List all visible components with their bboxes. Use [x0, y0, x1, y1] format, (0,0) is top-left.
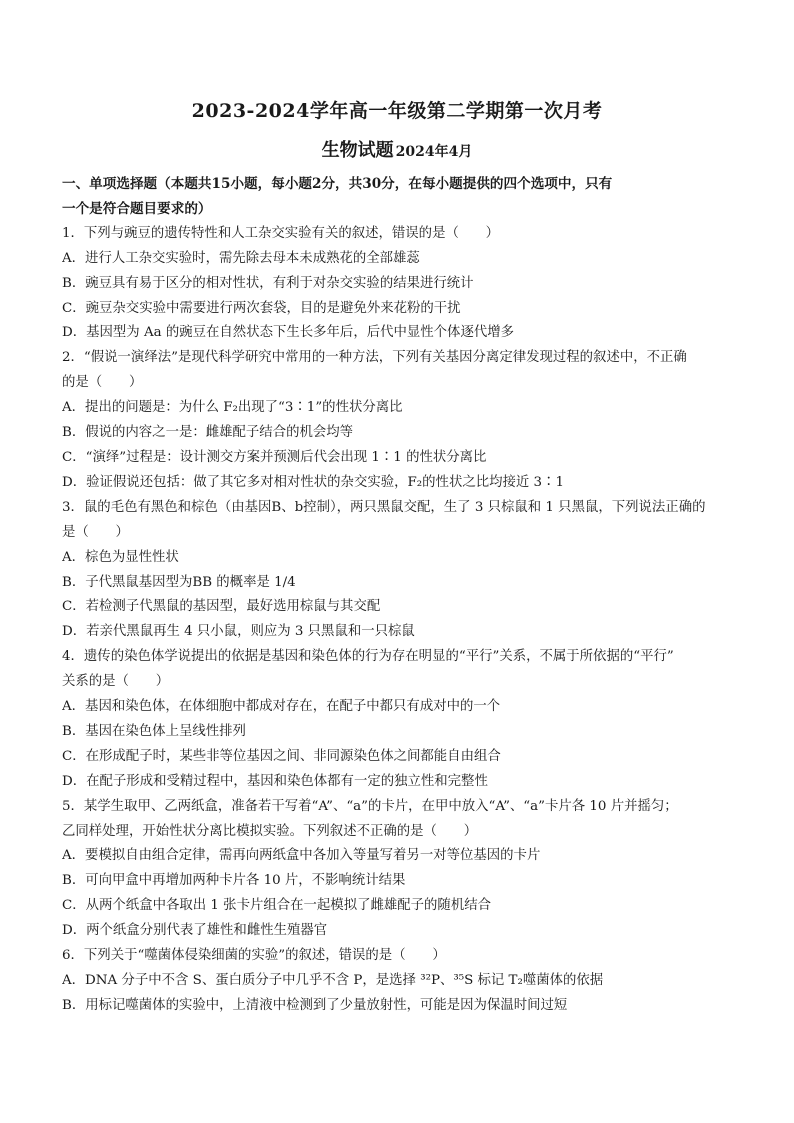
question-stem-cont: 的是（ ） — [62, 375, 143, 391]
option-d: D．验证假说还包括：做了其它多对相对性状的杂交实验，F₂的性状之比均接近 3∶1 — [62, 474, 564, 490]
question-stem: 4．遗传的染色体学说提出的依据是基因和染色体的行为存在明显的“平行”关系，不属于所依据的“平行” — [62, 649, 674, 665]
section-heading-line-2: 一个是符合题目要求的） — [62, 200, 212, 217]
option-c: C．在形成配子时，某些非等位基因之间、非同源染色体之间都能自由组合 — [62, 748, 501, 764]
option-b: B．豌豆具有易于区分的相对性状，有利于对杂交实验的结果进行统计 — [62, 275, 474, 291]
option-a: A．要模拟自由组合定律，需再向两纸盒中各加入等量写着另一对等位基因的卡片 — [62, 848, 541, 864]
section-heading-line-1: 一、单项选择题（本题共15小题，每小题2分，共30分，在每小题提供的四个选项中，只有 — [62, 176, 613, 192]
option-c: C．若检测子代黑鼠的基因型，最好选用棕鼠与其交配 — [62, 599, 381, 615]
subject-title: 生物试题 — [321, 140, 394, 161]
question-5 — [62, 795, 734, 944]
option-d: D．在配子形成和受精过程中，基因和染色体都有一定的独立性和完整性 — [62, 773, 488, 789]
option-a: A．进行人工杂交实验时，需先除去母本未成熟花的全部雄蕊 — [62, 250, 420, 266]
exam-content — [62, 172, 734, 1019]
option-c: C．“演绎”过程是：设计测交方案并预测后代会出现 1∶1 的性状分离比 — [62, 449, 487, 465]
exam-date: 2024年4月 — [395, 144, 473, 160]
option-b: B．子代黑鼠基因型为BB 的概率是 1/4 — [62, 574, 296, 590]
option-b: B．假说的内容之一是：雌雄配子结合的机会均等 — [62, 425, 354, 441]
option-a: A．棕色为显性性状 — [62, 549, 179, 565]
question-stem: 6．下列关于“噬菌体侵染细菌的实验”的叙述，错误的是（ ） — [62, 948, 446, 964]
question-3 — [62, 496, 734, 645]
exam-title: 2023-2024学年高一年级第二学期第一次月考 — [191, 100, 603, 122]
question-stem: 1．下列与豌豆的遗传特性和人工杂交实验有关的叙述，错误的是（ ） — [62, 225, 500, 241]
option-b: B．用标记噬菌体的实验中，上清液中检测到了少量放射性，可能是因为保温时间过短 — [62, 997, 568, 1013]
option-a: A．DNA 分子中不含 S、蛋白质分子中几乎不含 P，是选择 ³²P、³⁵S 标记 T₂噬菌体的依据 — [62, 973, 604, 988]
question-stem: 2．“假说一演绎法”是现代科学研究中常用的一种方法，下列有关基因分离定律发现过程的叙述中，不正确 — [62, 350, 687, 366]
question-stem: 3．鼠的毛色有黑色和棕色（由基因B、b控制），两只黑鼠交配，生了 3 只棕鼠和 1 只黑鼠，下列说法正确的 — [62, 499, 706, 515]
option-d: D．若亲代黑鼠再生 4 只小鼠，则应为 3 只黑鼠和一只棕鼠 — [62, 624, 415, 640]
question-stem-cont: 是（ ） — [62, 524, 129, 540]
question-2 — [62, 346, 734, 495]
question-stem: 5．某学生取甲、乙两纸盒，准备若干写着“A”、“a”的卡片，在甲中放入“A”、“a”卡片各 10 片并摇匀； — [62, 798, 678, 814]
option-b: B．可向甲盒中再增加两种卡片各 10 片，不影响统计结果 — [62, 873, 406, 889]
option-c: C．豌豆杂交实验中需要进行两次套袋，目的是避免外来花粉的干扰 — [62, 300, 461, 316]
option-d: D．基因型为 Aa 的豌豆在自然状态下生长多年后，后代中显性个体逐代增多 — [62, 325, 515, 341]
question-stem-cont: 乙同样处理，开始性状分离比模拟实验。下列叙述不正确的是（ ） — [62, 823, 478, 839]
question-stem-cont: 关系的是（ ） — [62, 674, 170, 690]
option-a: A．提出的问题是：为什么 F₂出现了“3∶1”的性状分离比 — [62, 400, 403, 416]
exam-subtitle — [0, 136, 794, 162]
option-d: D．两个纸盒分别代表了雄性和雌性生殖器官 — [62, 923, 328, 939]
question-1 — [62, 222, 734, 347]
option-b: B．基因在染色体上呈线性排列 — [62, 723, 246, 739]
question-6 — [62, 944, 734, 1019]
option-a: A．基因和染色体，在体细胞中都成对存在，在配子中都只有成对中的一个 — [62, 699, 501, 715]
option-c: C．从两个纸盒中各取出 1 张卡片组合在一起模拟了雌雄配子的随机结合 — [62, 898, 491, 914]
question-4 — [62, 645, 734, 794]
